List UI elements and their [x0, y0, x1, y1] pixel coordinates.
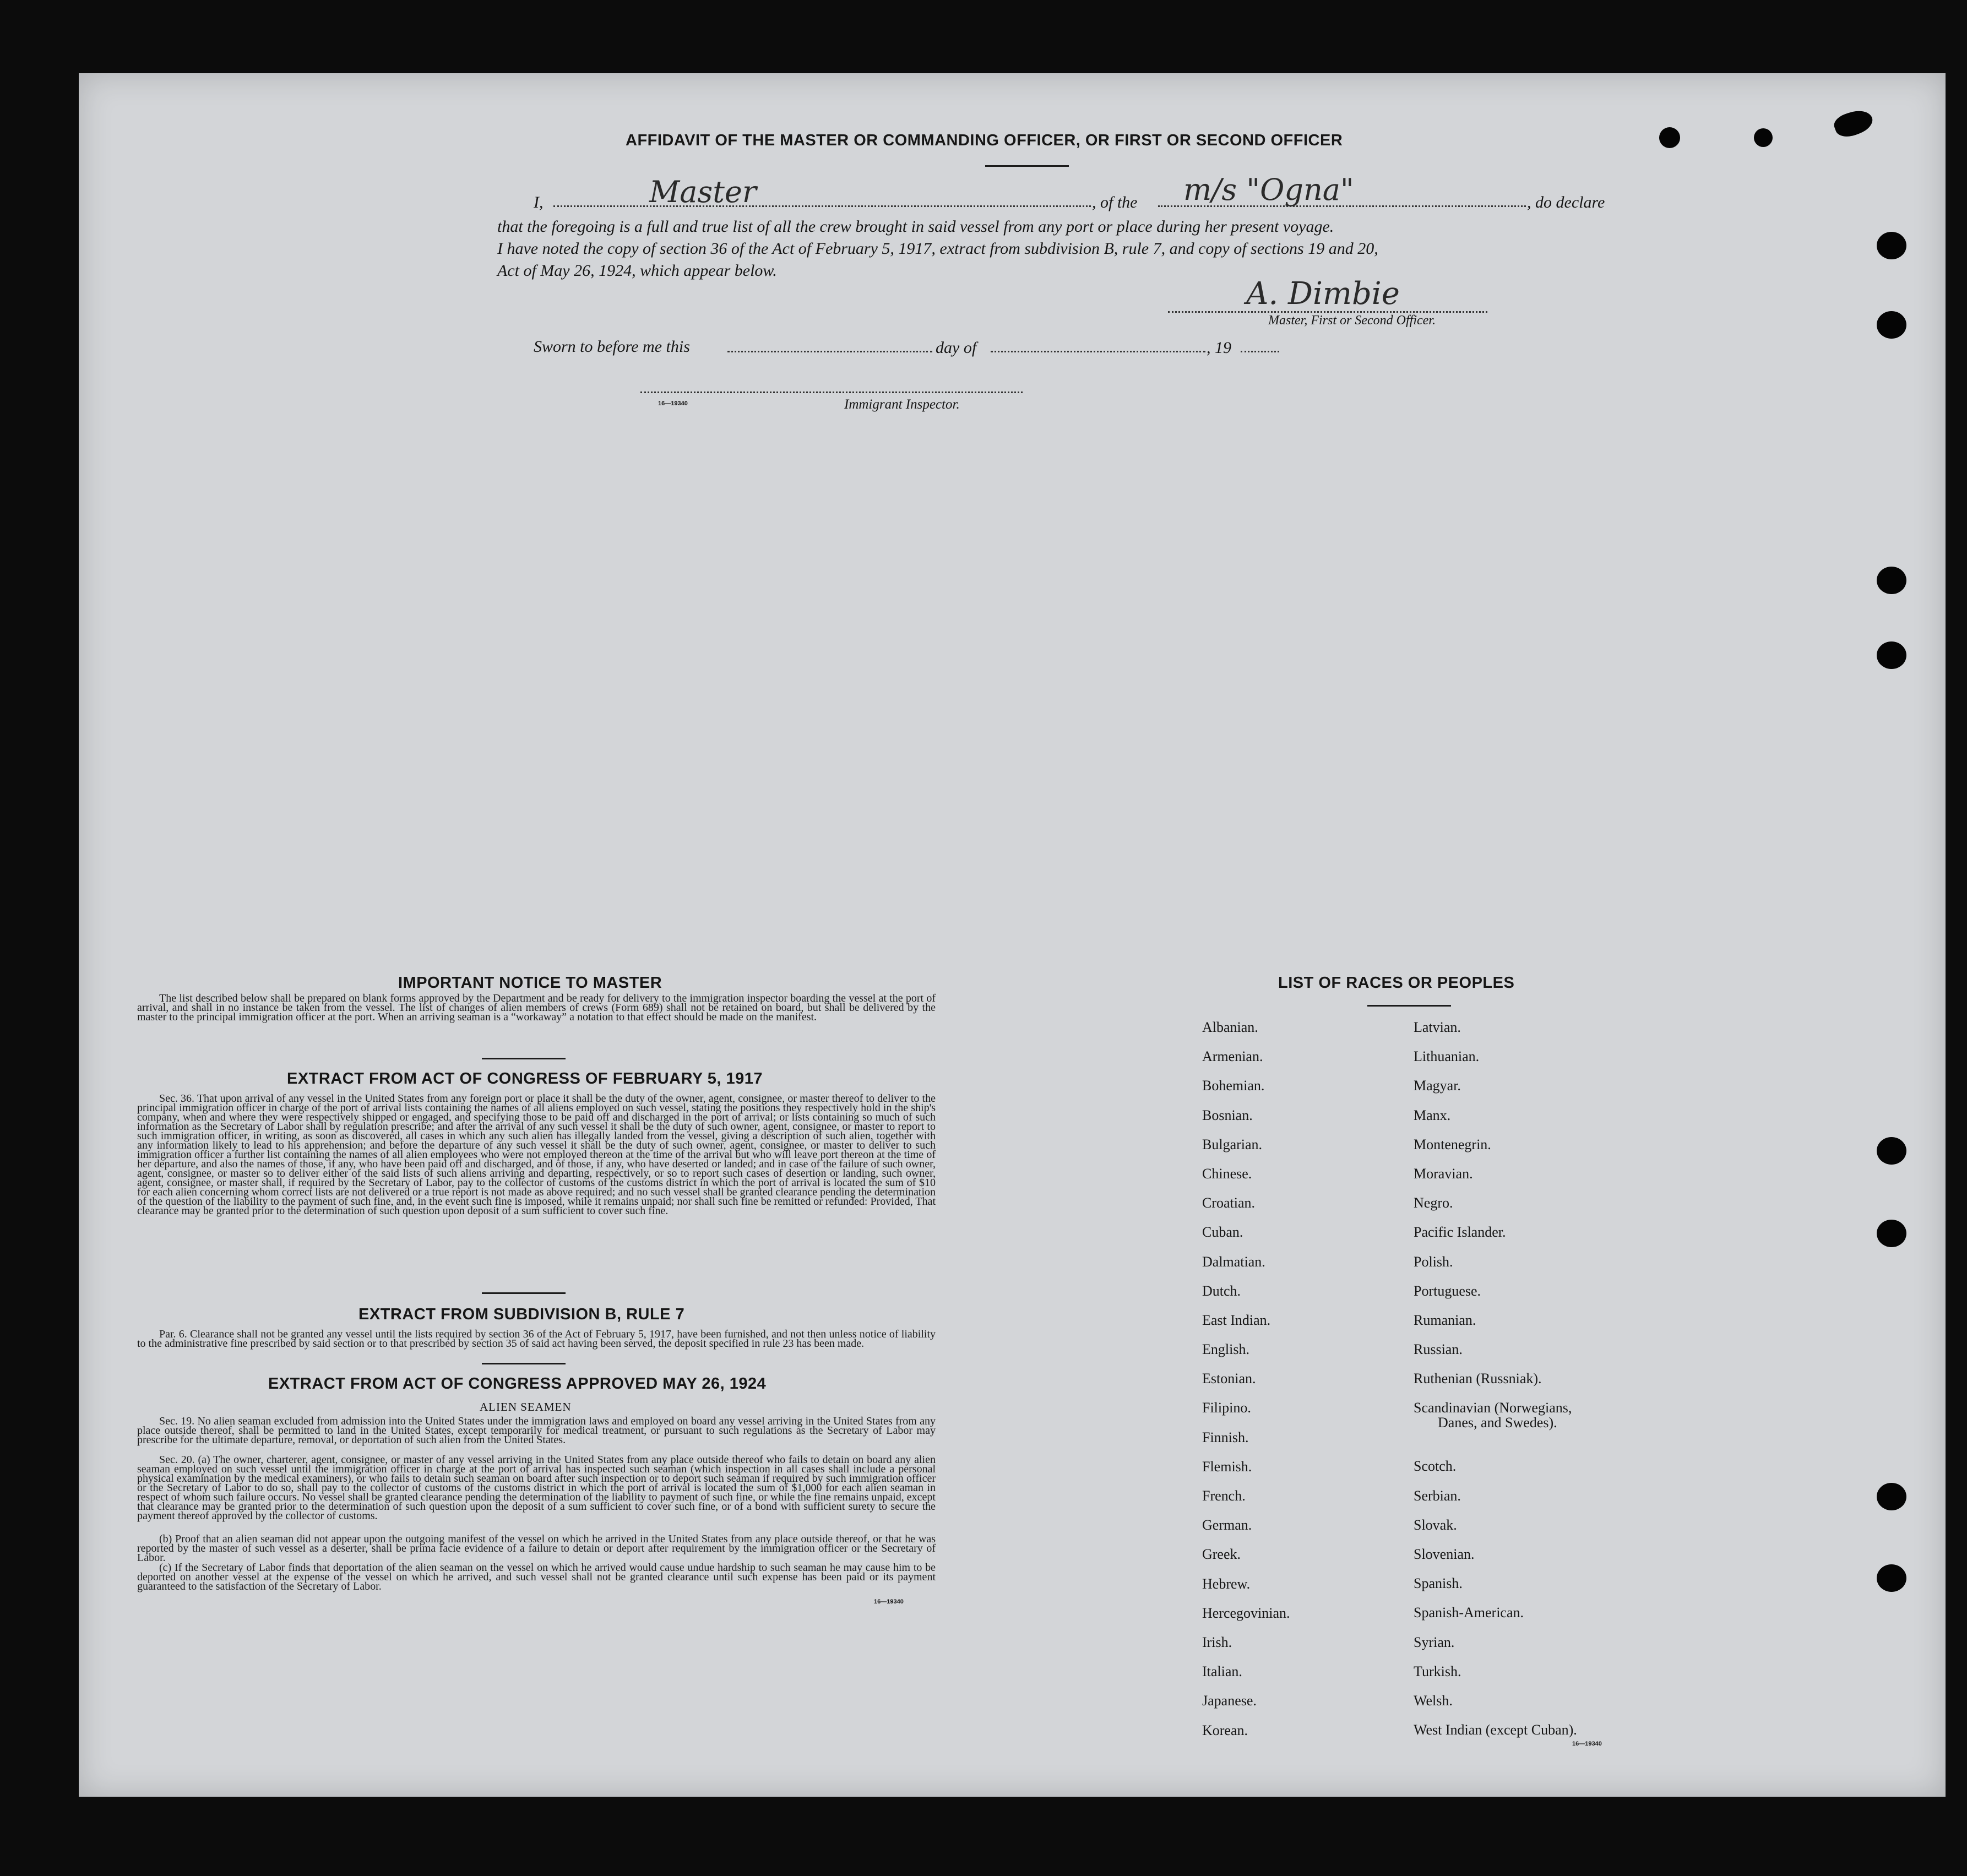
punch-hole	[1877, 1137, 1906, 1165]
race-item: Flemish.	[1202, 1458, 1252, 1475]
affidavit-title: AFFIDAVIT OF THE MASTER OR COMMANDING OFFICER, OR FIRST OR SECOND OFFICER	[626, 132, 1343, 149]
affidavit-line-4: Act of May 26, 1924, which appear below.	[497, 262, 777, 280]
race-item: Bulgarian.	[1202, 1136, 1263, 1152]
race-item: Armenian.	[1202, 1048, 1263, 1065]
race-item: French.	[1202, 1488, 1246, 1504]
punch-hole	[1877, 567, 1906, 594]
race-item: Portuguese.	[1414, 1282, 1481, 1299]
title-rule	[985, 165, 1069, 167]
race-item: Syrian.	[1414, 1634, 1455, 1650]
master-handwriting: Master	[649, 175, 757, 209]
race-item: Montenegrin.	[1414, 1136, 1491, 1152]
race-item: Scotch.	[1414, 1458, 1457, 1475]
punch-hole	[1877, 641, 1906, 669]
race-item: Lithuanian.	[1414, 1048, 1480, 1065]
race-item: Slovak.	[1414, 1516, 1457, 1533]
race-item: Hercegovinian.	[1202, 1605, 1290, 1621]
sec20c-body: (c) If the Secretary of Labor finds that deportation of the alien seaman on the vessel on which he arrived would cause undue hardship to such seaman he may cause him to be deported on another vessel at the expense of the vessel on which he arrived, and such vessel shall not be granted clearance until such expense has been paid or its payment guaranteed to the satisfaction of the Secretary of Labor.	[137, 1562, 936, 1592]
race-item: Manx.	[1414, 1107, 1451, 1123]
i-fill-line	[553, 205, 1091, 207]
race-item: Korean.	[1202, 1722, 1248, 1738]
punch-hole	[1877, 1220, 1906, 1247]
punch-hole	[1877, 1483, 1906, 1510]
race-item: Latvian.	[1414, 1019, 1461, 1035]
race-item: Dalmatian.	[1202, 1253, 1265, 1270]
race-item: Russian.	[1414, 1341, 1463, 1358]
extract3-title: EXTRACT FROM ACT OF CONGRESS APPROVED MAY 26, 1924	[268, 1375, 767, 1393]
race-item: Rumanian.	[1414, 1312, 1476, 1328]
ink-blot	[1832, 106, 1876, 140]
race-item: Polish.	[1414, 1253, 1453, 1270]
affidavit-form-number: 16—19340	[658, 400, 688, 407]
races-title: LIST OF RACES OR PEOPLES	[1278, 974, 1515, 992]
race-item: Negro.	[1414, 1195, 1453, 1211]
sworn-label: Sworn to before me this	[534, 338, 690, 356]
race-item: Chinese.	[1202, 1165, 1252, 1182]
extract2-body: Par. 6. Clearance shall not be granted any vessel until the lists required by section 36 of the Act of February 5, 1917, have been furnished, and not then unless notice of liability to the administrative fine prescribed by said section or to that prescribed by section 35 of said act having been served, the deposit specified in rule 23 has been made.	[137, 1328, 936, 1350]
day-of-label: day of	[936, 339, 977, 357]
extract1-title: EXTRACT FROM ACT OF CONGRESS OF FEBRUARY 5, 1917	[287, 1070, 763, 1087]
notice-title: IMPORTANT NOTICE TO MASTER	[398, 974, 662, 992]
race-item: Spanish-American.	[1414, 1605, 1524, 1621]
race-item: English.	[1202, 1341, 1249, 1358]
do-declare-label: , do declare	[1527, 193, 1605, 211]
race-item: East Indian.	[1202, 1312, 1271, 1328]
ink-blot	[1754, 128, 1773, 147]
race-item: Finnish.	[1202, 1429, 1249, 1445]
extract1-rule	[482, 1292, 566, 1294]
race-item: Turkish.	[1414, 1663, 1461, 1679]
race-item: Magyar.	[1414, 1078, 1461, 1094]
extract3-subtitle: ALIEN SEAMEN	[480, 1400, 572, 1413]
affidavit-line-2: that the foregoing is a full and true list of all the crew brought in said vessel from any port or place during her present voyage.	[497, 217, 1334, 236]
punch-hole	[1877, 232, 1906, 259]
inspector-caption: Immigrant Inspector.	[844, 397, 960, 412]
race-item: Filipino.	[1202, 1400, 1251, 1416]
race-item: Pacific Islander.	[1414, 1224, 1506, 1241]
punch-hole	[1877, 1564, 1906, 1592]
race-item: Cuban.	[1202, 1224, 1243, 1241]
document-page	[79, 73, 1946, 1797]
sworn-month-line	[991, 351, 1205, 352]
inspector-line	[640, 391, 1023, 393]
race-item: Croatian.	[1202, 1195, 1256, 1211]
races-left-column	[1202, 1019, 1290, 1752]
race-item: Spanish.	[1414, 1575, 1463, 1592]
race-item: Greek.	[1202, 1546, 1241, 1563]
sworn-day-line	[727, 351, 932, 352]
affidavit-line-3: I have noted the copy of section 36 of the Act of February 5, 1917, extract from subdivision B, rule 7, and copy of sections 19 and 20,	[497, 240, 1378, 258]
race-item: Moravian.	[1414, 1165, 1473, 1182]
race-item: Estonian.	[1202, 1371, 1256, 1387]
races-form-number: 16—19340	[1572, 1741, 1602, 1747]
race-item: Welsh.	[1414, 1692, 1453, 1709]
races-right-column	[1414, 1019, 1577, 1751]
extract2-title: EXTRACT FROM SUBDIVISION B, RULE 7	[358, 1306, 685, 1323]
race-item: Dutch.	[1202, 1282, 1241, 1299]
races-rule	[1367, 1005, 1451, 1007]
race-item: Bohemian.	[1202, 1078, 1265, 1094]
race-item: Italian.	[1202, 1663, 1242, 1680]
race-item: Bosnian.	[1202, 1107, 1253, 1123]
race-item: Irish.	[1202, 1634, 1232, 1650]
race-item: Ruthenian (Russniak).	[1414, 1371, 1542, 1387]
race-item: West Indian (except Cuban).	[1414, 1722, 1577, 1738]
sec19-body: Sec. 19. No alien seaman excluded from admission into the United States under the immigration laws and employed on board any vessel arriving in the United States from any place outside thereof, shall be permitted to land in the United States, except temporarily for medical treatment, or pursuant to such regulations as the Secretary of Labor may prescribe for the ultimate departure, removal, or deportation of such alien from the United States.	[137, 1415, 936, 1446]
sec20a-body: Sec. 20. (a) The owner, charterer, agent, consignee, or master of any vessel arriving in the United States from any place outside thereof who fails to detain on board any alien seaman employed on such vessel until the immigration officer in charge at the port of arrival has inspected such seaman (which inspection in all cases shall include a personal physical examination by the medical examiners), or who fails to detain such seaman on board after such inspection or to deport such seaman if required by such immigration officer or the Secretary of Labor to do so, shall pay to the collector of customs of the customs district in which the port of arrival is located the sum of $1,000 for each alien seaman in respect of whom such failure occurs. No vessel shall be granted clearance pending the determination of the liability to payment of such fine, or while the fine remains unpaid, except that clearance may be granted prior to the determination of such question upon the deposit of a sum sufficient to cover such fine, or of a bond with sufficient surety to secure the payment thereof approved by the collector of customs.	[137, 1454, 936, 1522]
extract2-rule	[482, 1363, 566, 1364]
vessel-handwriting: m/s "Ogna"	[1183, 172, 1354, 207]
race-item: Danes, and Swedes).	[1438, 1415, 1557, 1431]
race-item: Hebrew.	[1202, 1575, 1251, 1592]
race-item: Serbian.	[1414, 1487, 1461, 1504]
notice-form-number: 16—19340	[874, 1598, 904, 1605]
sworn-year-line	[1241, 351, 1279, 352]
race-item: Slovenian.	[1414, 1546, 1475, 1562]
year-label: , 19	[1207, 339, 1231, 357]
officer-signature: A. Dimbie	[1246, 276, 1400, 312]
notice-rule	[482, 1058, 566, 1059]
sec20b-body: (b) Proof that an alien seaman did not appear upon the outgoing manifest of the vessel on which he arrived in the United States from any place outside thereof, or that he was reported by the master of such vessel as a deserter, shall be prima facie evidence of a failure to detain or deport after requirement by the immigration officer or the Secretary of Labor.	[137, 1533, 936, 1564]
race-item: Albanian.	[1202, 1019, 1258, 1035]
race-item: Japanese.	[1202, 1693, 1257, 1709]
signature-caption: Master, First or Second Officer.	[1268, 313, 1436, 328]
extract1-body: Sec. 36. That upon arrival of any vessel in the United States from any foreign port or place it shall be the duty of the owner, agent, consignee, or master thereof to deliver to the principal immigration officer in charge of the port of arrival lists containing the names of all aliens employed on such vessel, stating the positions they respectively hold in the ship's company, when and where they were respectively shipped or engaged, and specifying those to be paid off and discharged in the port of arrival; or lists containing so much of such information as the Secretary of Labor shall by regulation prescribe; and after the arrival of any such vessel it shall be the duty of such owner, agent, consignee, or master to report to such immigration officer, in writing, as soon as discovered, all cases in which any such alien has illegally landed from the vessel, giving a description of such alien, together with any information likely to lead to his apprehension; and before the departure of any such vessel it shall be the duty of such owner, agent, consignee, or master to deliver to such immigration officer a further list containing the names of all alien employees who were not employed thereon at the time of the arrival but who will leave port thereon at the time of her departure, and also the names of those, if any, who have been paid off and discharged, and of those, if any, who have deserted or landed; and in case of the failure of such owner, agent, consignee, or master so to deliver either of the said lists of such aliens arriving and departing, respectively, or so to report such cases of desertion or landing, such owner, agent, consignee, or master shall, if required by the Secretary of Labor, pay to the collector of customs of the customs district in which the port of arrival is located the sum of $10 for each alien concerning whom correct lists are not delivered or a true report is not made as above required; and no such vessel shall be granted clearance pending the determination of the question of the liability to the payment of such fine, and, in the event such fine is imposed, while it remains unpaid; nor shall such fine be remitted or refunded: Provided, That clearance may be granted prior to the determination of such question upon deposit of a sum sufficient to cover such fine.	[137, 1092, 936, 1217]
notice-body: The list described below shall be prepared on blank forms approved by the Department and be ready for delivery to the immigration inspector boarding the vessel at the port of arrival, and shall in no instance be taken from the vessel. The list of changes of alien members of crews (Form 689) shall not be retained on board, but shall be delivered by the master to the principal immigration officer at the port. When an arriving seaman is a “workaway” a notation to that effect should be made on the manifest.	[137, 992, 936, 1023]
i-label: I,	[534, 193, 544, 211]
ink-blot	[1659, 127, 1680, 148]
race-item: German.	[1202, 1517, 1252, 1534]
of-the-label: , of the	[1092, 193, 1138, 211]
punch-hole	[1877, 311, 1906, 339]
race-item: Scandinavian (Norwegians,	[1414, 1400, 1572, 1416]
